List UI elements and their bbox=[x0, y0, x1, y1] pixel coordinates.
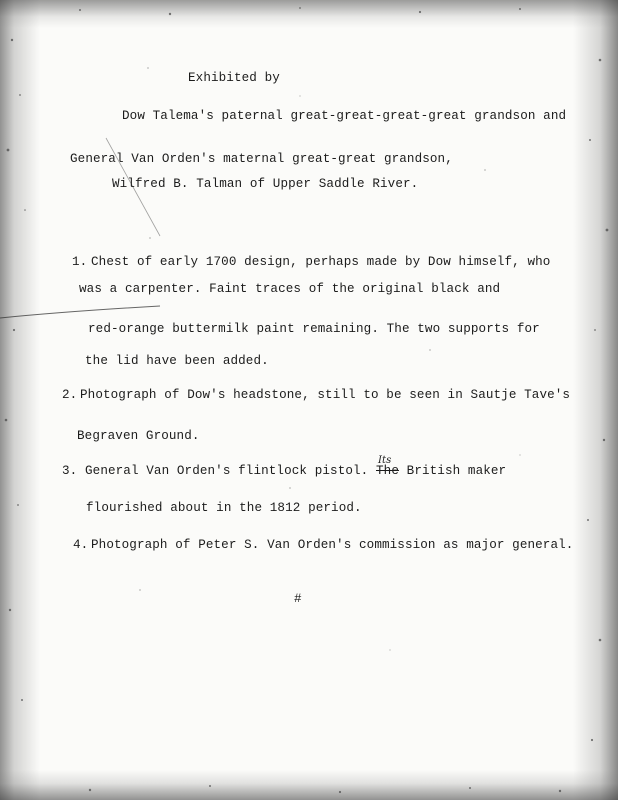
item-1-number: 1. bbox=[72, 255, 88, 269]
item-3-number: 3. bbox=[62, 464, 78, 478]
exhibitor-line-1: Dow Talema's paternal great-great-great-great grandson and bbox=[122, 109, 567, 123]
exhibited-by-heading: Exhibited by bbox=[188, 71, 280, 85]
item-1-line-1: Chest of early 1700 design, perhaps made by Dow himself, who bbox=[91, 255, 551, 269]
item-2-line-2: Begraven Ground. bbox=[77, 429, 200, 443]
item-3-correction bbox=[376, 455, 399, 478]
item-1-line-3: red-orange buttermilk paint remaining. The two supports for bbox=[88, 322, 540, 336]
end-mark: # bbox=[294, 592, 302, 606]
scan-edge-right bbox=[573, 0, 618, 800]
scan-edge-top bbox=[0, 0, 618, 28]
exhibitor-line-2: General Van Orden's maternal great-great grandson, bbox=[70, 152, 453, 166]
item-4-line-1: Photograph of Peter S. Van Orden's commission as major general. bbox=[91, 538, 574, 552]
item-3-text-a: General Van Orden's flintlock pistol. bbox=[85, 464, 369, 478]
item-1-line-4: the lid have been added. bbox=[85, 354, 269, 368]
item-2-number: 2. bbox=[62, 388, 78, 402]
exhibitor-line-3: Wilfred B. Talman of Upper Saddle River. bbox=[112, 177, 419, 191]
item-3-text-b: British maker bbox=[406, 464, 507, 478]
item-3-line-1 bbox=[62, 455, 507, 478]
item-3-handwritten-insert: Its bbox=[378, 455, 392, 466]
scan-edge-bottom bbox=[0, 770, 618, 800]
scan-edge-left bbox=[0, 0, 40, 800]
item-4-number: 4. bbox=[73, 538, 89, 552]
item-3-struck-word: The bbox=[376, 464, 399, 478]
item-3-line-2: flourished about in the 1812 period. bbox=[86, 501, 362, 515]
item-2-line-1: Photograph of Dow's headstone, still to be seen in Sautje Tave's bbox=[80, 388, 571, 402]
item-1-line-2: was a carpenter. Faint traces of the original black and bbox=[79, 282, 501, 296]
